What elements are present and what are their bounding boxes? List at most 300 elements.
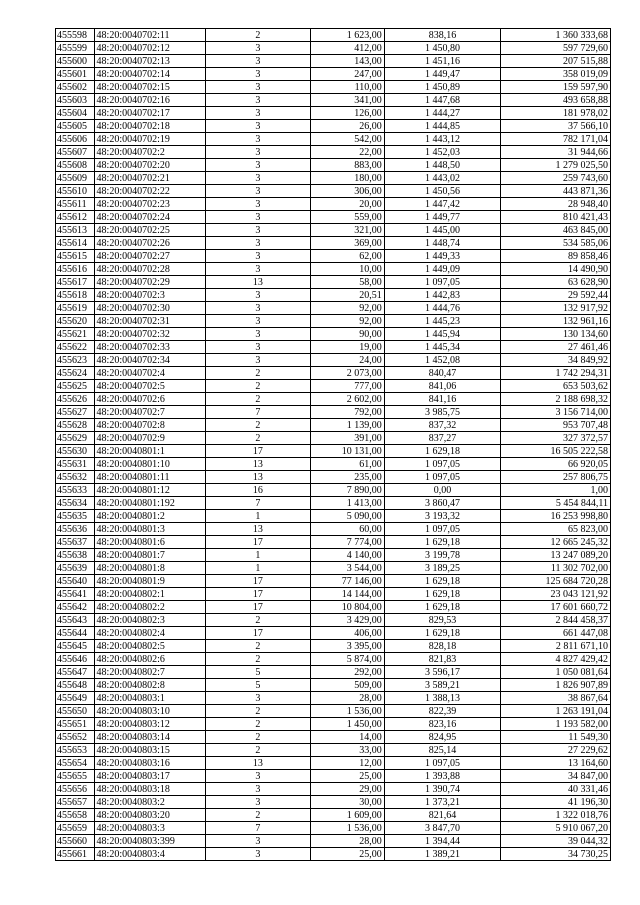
unit-price-cell: 1 452,03: [384, 146, 501, 159]
unit-price-cell: 837,32: [384, 419, 501, 432]
area-cell: 12,00: [310, 757, 384, 770]
cadastral-cost-cell: 327 372,57: [501, 432, 611, 445]
unit-price-cell: 828,18: [384, 640, 501, 653]
category-code-cell: 2: [206, 614, 311, 627]
cadastral-number-cell: 48:20:0040702:26: [94, 237, 206, 250]
category-code-cell: 3: [206, 328, 311, 341]
cadastral-number-cell: 48:20:0040803:20: [94, 809, 206, 822]
cadastral-cost-cell: 1 826 907,89: [501, 679, 611, 692]
area-cell: 92,00: [310, 302, 384, 315]
category-code-cell: 13: [206, 458, 311, 471]
category-code-cell: 17: [206, 536, 311, 549]
table-row: [56, 731, 611, 744]
unit-price-cell: 1 451,16: [384, 55, 501, 68]
unit-price-cell: 1 445,94: [384, 328, 501, 341]
unit-price-cell: 1 447,42: [384, 198, 501, 211]
row-id-cell: 455660: [56, 835, 95, 848]
area-cell: 29,00: [310, 783, 384, 796]
unit-price-cell: 1 448,74: [384, 237, 501, 250]
area-cell: 10 131,00: [310, 445, 384, 458]
unit-price-cell: 1 450,80: [384, 42, 501, 55]
cadastral-number-cell: 48:20:0040803:18: [94, 783, 206, 796]
category-code-cell: 17: [206, 627, 311, 640]
table-row: [56, 380, 611, 393]
category-code-cell: 2: [206, 432, 311, 445]
cadastral-number-cell: 48:20:0040702:28: [94, 263, 206, 276]
area-cell: 2 073,00: [310, 367, 384, 380]
unit-price-cell: 3 189,25: [384, 562, 501, 575]
row-id-cell: 455657: [56, 796, 95, 809]
category-code-cell: 2: [206, 640, 311, 653]
cadastral-cost-cell: 14 490,90: [501, 263, 611, 276]
cadastral-number-cell: 48:20:0040702:2: [94, 146, 206, 159]
table-row: [56, 679, 611, 692]
cadastral-cost-cell: 132 961,16: [501, 315, 611, 328]
row-id-cell: 455625: [56, 380, 95, 393]
category-code-cell: 5: [206, 666, 311, 679]
cadastral-number-cell: 48:20:0040702:11: [94, 29, 206, 42]
cadastral-number-cell: 48:20:0040803:3: [94, 822, 206, 835]
category-code-cell: 3: [206, 211, 311, 224]
cadastral-number-cell: 48:20:0040801:192: [94, 497, 206, 510]
table-row: [56, 744, 611, 757]
cadastral-number-cell: 48:20:0040802:8: [94, 679, 206, 692]
cadastral-number-cell: 48:20:0040802:5: [94, 640, 206, 653]
cadastral-number-cell: 48:20:0040702:12: [94, 42, 206, 55]
unit-price-cell: 1 629,18: [384, 601, 501, 614]
area-cell: 321,00: [310, 224, 384, 237]
cadastral-cost-cell: 23 043 121,92: [501, 588, 611, 601]
area-cell: 10 804,00: [310, 601, 384, 614]
cadastral-number-cell: 48:20:0040702:27: [94, 250, 206, 263]
row-id-cell: 455633: [56, 484, 95, 497]
cadastral-number-cell: 48:20:0040702:5: [94, 380, 206, 393]
table-row: [56, 458, 611, 471]
area-cell: 10,00: [310, 263, 384, 276]
area-cell: 3 395,00: [310, 640, 384, 653]
category-code-cell: 3: [206, 172, 311, 185]
row-id-cell: 455600: [56, 55, 95, 68]
table-row: [56, 276, 611, 289]
unit-price-cell: 823,16: [384, 718, 501, 731]
cadastral-number-cell: 48:20:0040801:7: [94, 549, 206, 562]
cadastral-number-cell: 48:20:0040702:7: [94, 406, 206, 419]
table-row: [56, 562, 611, 575]
cadastral-number-cell: 48:20:0040702:6: [94, 393, 206, 406]
row-id-cell: 455604: [56, 107, 95, 120]
unit-price-cell: 1 445,00: [384, 224, 501, 237]
area-cell: 77 146,00: [310, 575, 384, 588]
cadastral-cost-cell: 34 849,92: [501, 354, 611, 367]
cadastral-number-cell: 48:20:0040702:24: [94, 211, 206, 224]
cadastral-cost-cell: 207 515,88: [501, 55, 611, 68]
area-cell: 126,00: [310, 107, 384, 120]
cadastral-number-cell: 48:20:0040702:23: [94, 198, 206, 211]
category-code-cell: 7: [206, 822, 311, 835]
unit-price-cell: 821,83: [384, 653, 501, 666]
area-cell: 883,00: [310, 159, 384, 172]
row-id-cell: 455617: [56, 276, 95, 289]
unit-price-cell: 829,53: [384, 614, 501, 627]
category-code-cell: 3: [206, 302, 311, 315]
cadastral-cost-cell: 40 331,46: [501, 783, 611, 796]
category-code-cell: 3: [206, 120, 311, 133]
area-cell: 292,00: [310, 666, 384, 679]
category-code-cell: 3: [206, 68, 311, 81]
cadastral-cost-cell: 65 823,00: [501, 523, 611, 536]
row-id-cell: 455652: [56, 731, 95, 744]
unit-price-cell: 3 860,47: [384, 497, 501, 510]
unit-price-cell: 1 452,08: [384, 354, 501, 367]
category-code-cell: 3: [206, 315, 311, 328]
cadastral-cost-cell: 13 164,60: [501, 757, 611, 770]
cadastral-number-cell: 48:20:0040801:10: [94, 458, 206, 471]
cadastral-number-cell: 48:20:0040802:2: [94, 601, 206, 614]
category-code-cell: 2: [206, 419, 311, 432]
category-code-cell: 17: [206, 601, 311, 614]
table-row: [56, 653, 611, 666]
cadastral-number-cell: 48:20:0040802:1: [94, 588, 206, 601]
cadastral-number-cell: 48:20:0040702:4: [94, 367, 206, 380]
cadastral-cost-cell: 259 743,60: [501, 172, 611, 185]
cadastral-cost-cell: 953 707,48: [501, 419, 611, 432]
cadastral-number-cell: 48:20:0040702:32: [94, 328, 206, 341]
area-cell: 1 536,00: [310, 705, 384, 718]
table-row: [56, 614, 611, 627]
cadastral-number-cell: 48:20:0040801:6: [94, 536, 206, 549]
cadastral-cost-cell: 16 253 998,80: [501, 510, 611, 523]
cadastral-cost-cell: 34 847,00: [501, 770, 611, 783]
cadastral-number-cell: 48:20:0040801:1: [94, 445, 206, 458]
category-code-cell: 13: [206, 471, 311, 484]
table-row: [56, 42, 611, 55]
category-code-cell: 3: [206, 198, 311, 211]
unit-price-cell: 1 629,18: [384, 575, 501, 588]
unit-price-cell: 1 097,05: [384, 276, 501, 289]
area-cell: 14 144,00: [310, 588, 384, 601]
cadastral-number-cell: 48:20:0040702:16: [94, 94, 206, 107]
row-id-cell: 455607: [56, 146, 95, 159]
unit-price-cell: 840,47: [384, 367, 501, 380]
table-row: [56, 406, 611, 419]
unit-price-cell: 1 389,21: [384, 848, 501, 861]
unit-price-cell: 1 450,89: [384, 81, 501, 94]
cadastral-number-cell: 48:20:0040702:13: [94, 55, 206, 68]
category-code-cell: 16: [206, 484, 311, 497]
table-row: [56, 315, 611, 328]
cadastral-number-cell: 48:20:0040702:33: [94, 341, 206, 354]
category-code-cell: 17: [206, 575, 311, 588]
unit-price-cell: 1 443,02: [384, 172, 501, 185]
cadastral-number-cell: 48:20:0040702:25: [94, 224, 206, 237]
table-row: [56, 588, 611, 601]
area-cell: 7 774,00: [310, 536, 384, 549]
table-row: [56, 640, 611, 653]
row-id-cell: 455640: [56, 575, 95, 588]
category-code-cell: 3: [206, 94, 311, 107]
unit-price-cell: 0,00: [384, 484, 501, 497]
row-id-cell: 455638: [56, 549, 95, 562]
area-cell: 25,00: [310, 848, 384, 861]
table-row: [56, 523, 611, 536]
cadastral-cost-cell: 653 503,62: [501, 380, 611, 393]
category-code-cell: 13: [206, 757, 311, 770]
area-cell: 1 139,00: [310, 419, 384, 432]
unit-price-cell: 1 629,18: [384, 588, 501, 601]
category-code-cell: 5: [206, 679, 311, 692]
row-id-cell: 455611: [56, 198, 95, 211]
area-cell: 30,00: [310, 796, 384, 809]
cadastral-cost-cell: 2 844 458,37: [501, 614, 611, 627]
table-row: [56, 848, 611, 861]
category-code-cell: 3: [206, 692, 311, 705]
table-row: [56, 81, 611, 94]
cadastral-cost-cell: 39 044,32: [501, 835, 611, 848]
cadastral-cost-cell: 534 585,06: [501, 237, 611, 250]
cadastral-cost-cell: 1 193 582,00: [501, 718, 611, 731]
unit-price-cell: 1 449,09: [384, 263, 501, 276]
row-id-cell: 455659: [56, 822, 95, 835]
cadastral-cost-cell: 1 279 025,50: [501, 159, 611, 172]
category-code-cell: 2: [206, 718, 311, 731]
area-cell: 110,00: [310, 81, 384, 94]
unit-price-cell: 824,95: [384, 731, 501, 744]
table-row: [56, 484, 611, 497]
cadastral-cost-cell: 782 171,04: [501, 133, 611, 146]
area-cell: 542,00: [310, 133, 384, 146]
table-row: [56, 354, 611, 367]
cadastral-cost-cell: 2 188 698,32: [501, 393, 611, 406]
cadastral-cost-cell: 358 019,09: [501, 68, 611, 81]
category-code-cell: 3: [206, 224, 311, 237]
row-id-cell: 455658: [56, 809, 95, 822]
unit-price-cell: 1 373,21: [384, 796, 501, 809]
area-cell: 28,00: [310, 692, 384, 705]
unit-price-cell: 841,16: [384, 393, 501, 406]
table-row: [56, 367, 611, 380]
unit-price-cell: 1 393,88: [384, 770, 501, 783]
cadastral-number-cell: 48:20:0040801:2: [94, 510, 206, 523]
category-code-cell: 13: [206, 276, 311, 289]
row-id-cell: 455612: [56, 211, 95, 224]
area-cell: 22,00: [310, 146, 384, 159]
row-id-cell: 455626: [56, 393, 95, 406]
category-code-cell: 2: [206, 744, 311, 757]
area-cell: 247,00: [310, 68, 384, 81]
category-code-cell: 7: [206, 497, 311, 510]
category-code-cell: 3: [206, 783, 311, 796]
table-row: [56, 133, 611, 146]
cadastral-number-cell: 48:20:0040802:7: [94, 666, 206, 679]
unit-price-cell: 3 847,70: [384, 822, 501, 835]
category-code-cell: 7: [206, 406, 311, 419]
category-code-cell: 2: [206, 367, 311, 380]
area-cell: 5 090,00: [310, 510, 384, 523]
table-row: [56, 666, 611, 679]
cadastral-cost-cell: 661 447,08: [501, 627, 611, 640]
table-row: [56, 419, 611, 432]
area-cell: 3 544,00: [310, 562, 384, 575]
cadastral-number-cell: 48:20:0040801:9: [94, 575, 206, 588]
unit-price-cell: 1 445,34: [384, 341, 501, 354]
unit-price-cell: 1 629,18: [384, 627, 501, 640]
cadastral-number-cell: 48:20:0040702:31: [94, 315, 206, 328]
cadastral-cost-cell: 31 944,66: [501, 146, 611, 159]
area-cell: 1 450,00: [310, 718, 384, 731]
table-row: [56, 172, 611, 185]
unit-price-cell: 1 449,47: [384, 68, 501, 81]
cadastral-number-cell: 48:20:0040702:20: [94, 159, 206, 172]
cadastral-cost-cell: 1 360 333,68: [501, 29, 611, 42]
area-cell: 25,00: [310, 770, 384, 783]
table-row: [56, 29, 611, 42]
unit-price-cell: 822,39: [384, 705, 501, 718]
table-row: [56, 146, 611, 159]
unit-price-cell: 1 097,05: [384, 471, 501, 484]
area-cell: 1 536,00: [310, 822, 384, 835]
table-row: [56, 185, 611, 198]
unit-price-cell: 1 449,33: [384, 250, 501, 263]
unit-price-cell: 838,16: [384, 29, 501, 42]
cadastral-number-cell: 48:20:0040803:14: [94, 731, 206, 744]
cadastral-number-cell: 48:20:0040702:29: [94, 276, 206, 289]
area-cell: 33,00: [310, 744, 384, 757]
row-id-cell: 455632: [56, 471, 95, 484]
unit-price-cell: 825,14: [384, 744, 501, 757]
cadastral-cost-cell: 3 156 714,00: [501, 406, 611, 419]
cadastral-cost-cell: 37 566,10: [501, 120, 611, 133]
row-id-cell: 455648: [56, 679, 95, 692]
unit-price-cell: 1 394,44: [384, 835, 501, 848]
area-cell: 90,00: [310, 328, 384, 341]
category-code-cell: 3: [206, 42, 311, 55]
cadastral-cost-cell: 1,00: [501, 484, 611, 497]
cadastral-cost-cell: 130 134,60: [501, 328, 611, 341]
category-code-cell: 2: [206, 380, 311, 393]
table-row: [56, 393, 611, 406]
cadastral-number-cell: 48:20:0040803:4: [94, 848, 206, 861]
area-cell: 412,00: [310, 42, 384, 55]
table-row: [56, 783, 611, 796]
unit-price-cell: 1 443,12: [384, 133, 501, 146]
row-id-cell: 455615: [56, 250, 95, 263]
row-id-cell: 455620: [56, 315, 95, 328]
cadastral-number-cell: 48:20:0040802:6: [94, 653, 206, 666]
cadastral-cost-cell: 257 806,75: [501, 471, 611, 484]
row-id-cell: 455651: [56, 718, 95, 731]
unit-price-cell: 1 444,85: [384, 120, 501, 133]
row-id-cell: 455635: [56, 510, 95, 523]
area-cell: 180,00: [310, 172, 384, 185]
cadastral-cost-cell: 1 742 294,31: [501, 367, 611, 380]
cadastral-number-cell: 48:20:0040801:3: [94, 523, 206, 536]
table-row: [56, 627, 611, 640]
area-cell: 306,00: [310, 185, 384, 198]
unit-price-cell: 1 450,56: [384, 185, 501, 198]
unit-price-cell: 3 193,32: [384, 510, 501, 523]
table-row: [56, 445, 611, 458]
row-id-cell: 455661: [56, 848, 95, 861]
row-id-cell: 455643: [56, 614, 95, 627]
category-code-cell: 2: [206, 393, 311, 406]
category-code-cell: 2: [206, 705, 311, 718]
area-cell: 1 413,00: [310, 497, 384, 510]
table-row: [56, 770, 611, 783]
table-row: [56, 835, 611, 848]
cadastral-cost-cell: 181 978,02: [501, 107, 611, 120]
category-code-cell: 2: [206, 653, 311, 666]
cadastral-number-cell: 48:20:0040702:30: [94, 302, 206, 315]
table-row: [56, 718, 611, 731]
category-code-cell: 3: [206, 835, 311, 848]
cadastral-cost-cell: 13 247 089,20: [501, 549, 611, 562]
row-id-cell: 455598: [56, 29, 95, 42]
area-cell: 20,51: [310, 289, 384, 302]
table-row: [56, 263, 611, 276]
area-cell: 5 874,00: [310, 653, 384, 666]
cadastral-cost-cell: 63 628,90: [501, 276, 611, 289]
row-id-cell: 455644: [56, 627, 95, 640]
unit-price-cell: 1 442,83: [384, 289, 501, 302]
cadastral-cost-cell: 41 196,30: [501, 796, 611, 809]
cadastral-cost-cell: 810 421,43: [501, 211, 611, 224]
cadastral-cost-cell: 27 229,62: [501, 744, 611, 757]
category-code-cell: 2: [206, 731, 311, 744]
table-row: [56, 510, 611, 523]
table-row: [56, 211, 611, 224]
row-id-cell: 455602: [56, 81, 95, 94]
cadastral-cost-cell: 89 858,46: [501, 250, 611, 263]
table-row: [56, 705, 611, 718]
row-id-cell: 455619: [56, 302, 95, 315]
table-row: [56, 796, 611, 809]
row-id-cell: 455641: [56, 588, 95, 601]
category-code-cell: 3: [206, 848, 311, 861]
cadastral-number-cell: 48:20:0040702:3: [94, 289, 206, 302]
table-row: [56, 536, 611, 549]
table-row: [56, 341, 611, 354]
area-cell: 3 429,00: [310, 614, 384, 627]
row-id-cell: 455621: [56, 328, 95, 341]
table-row: [56, 107, 611, 120]
category-code-cell: 3: [206, 185, 311, 198]
table-row: [56, 302, 611, 315]
area-cell: 235,00: [310, 471, 384, 484]
area-cell: 92,00: [310, 315, 384, 328]
row-id-cell: 455603: [56, 94, 95, 107]
category-code-cell: 3: [206, 796, 311, 809]
cadastral-cost-cell: 1 263 191,04: [501, 705, 611, 718]
row-id-cell: 455646: [56, 653, 95, 666]
area-cell: 58,00: [310, 276, 384, 289]
cadastral-number-cell: 48:20:0040702:19: [94, 133, 206, 146]
category-code-cell: 17: [206, 445, 311, 458]
cadastral-number-cell: 48:20:0040803:16: [94, 757, 206, 770]
unit-price-cell: 1 388,13: [384, 692, 501, 705]
area-cell: 28,00: [310, 835, 384, 848]
row-id-cell: 455624: [56, 367, 95, 380]
category-code-cell: 3: [206, 354, 311, 367]
row-id-cell: 455610: [56, 185, 95, 198]
area-cell: 26,00: [310, 120, 384, 133]
unit-price-cell: 3 199,78: [384, 549, 501, 562]
area-cell: 4 140,00: [310, 549, 384, 562]
cadastral-number-cell: 48:20:0040702:18: [94, 120, 206, 133]
cadastral-cost-cell: 28 948,40: [501, 198, 611, 211]
row-id-cell: 455599: [56, 42, 95, 55]
unit-price-cell: 1 097,05: [384, 757, 501, 770]
row-id-cell: 455608: [56, 159, 95, 172]
